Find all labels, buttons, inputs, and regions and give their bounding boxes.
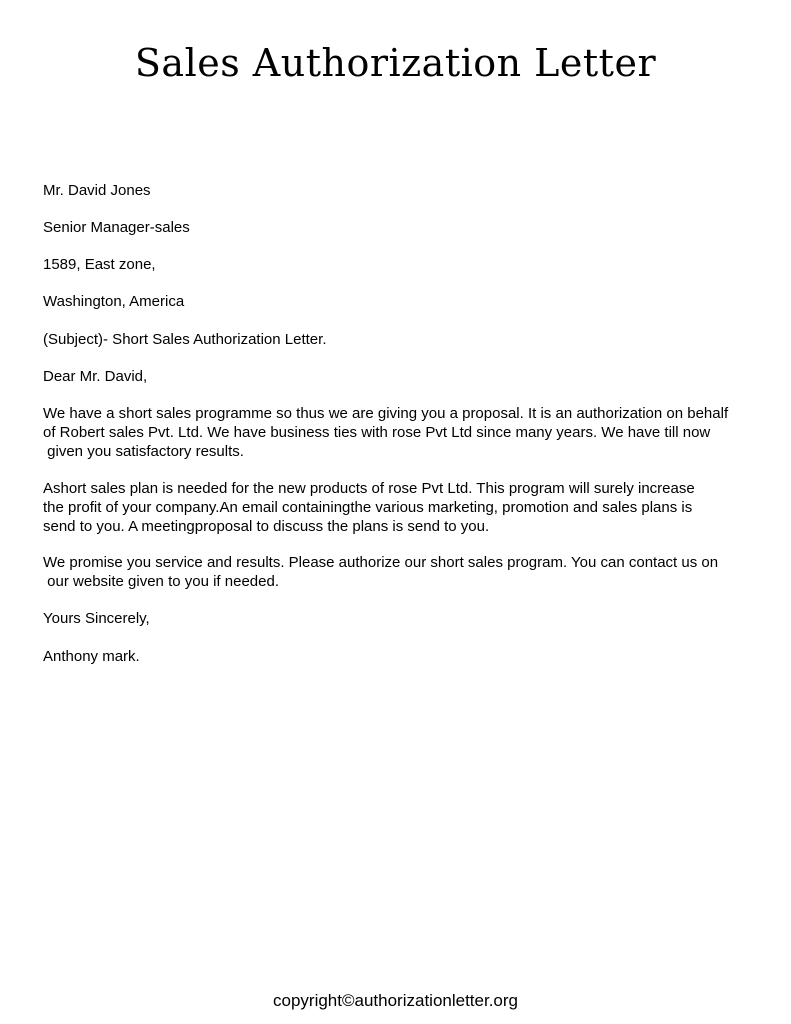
recipient-name: Mr. David Jones [43,182,151,199]
recipient-position: Senior Manager-sales [43,219,190,236]
paragraph-2-line: Ashort sales plan is needed for the new products of rose Pvt Ltd. This program will surely increase [43,480,695,497]
paragraph-1-line: We have a short sales programme so thus we are giving you a proposal. It is an authorization on behalf [43,405,729,422]
paragraph-2-line: the profit of your company.An email containingthe various marketing, promotion and sales plans is [43,499,693,516]
paragraph-1-line: of Robert sales Pvt. Ltd. We have business ties with rose Pvt Ltd since many years. We have till now [43,424,711,441]
copyright-footer: copyright©authorizationletter.org [273,991,518,1010]
subject-line: (Subject)- Short Sales Authorization Letter. [43,331,327,348]
closing: Yours Sincerely, [43,610,150,627]
recipient-address-line1: 1589, East zone, [43,256,156,273]
salutation: Dear Mr. David, [43,368,148,385]
signature: Anthony mark. [43,648,140,665]
paragraph-2-line: send to you. A meetingproposal to discuss the plans is send to you. [43,518,490,535]
paragraph-1-line: given you satisfactory results. [43,443,244,460]
paragraph-3-line: We promise you service and results. Please authorize our short sales program. You can contact us on [43,554,719,571]
recipient-address-line2: Washington, America [43,293,185,310]
paragraph-3-line: our website given to you if needed. [43,573,279,590]
page-title: Sales Authorization Letter [134,41,657,85]
